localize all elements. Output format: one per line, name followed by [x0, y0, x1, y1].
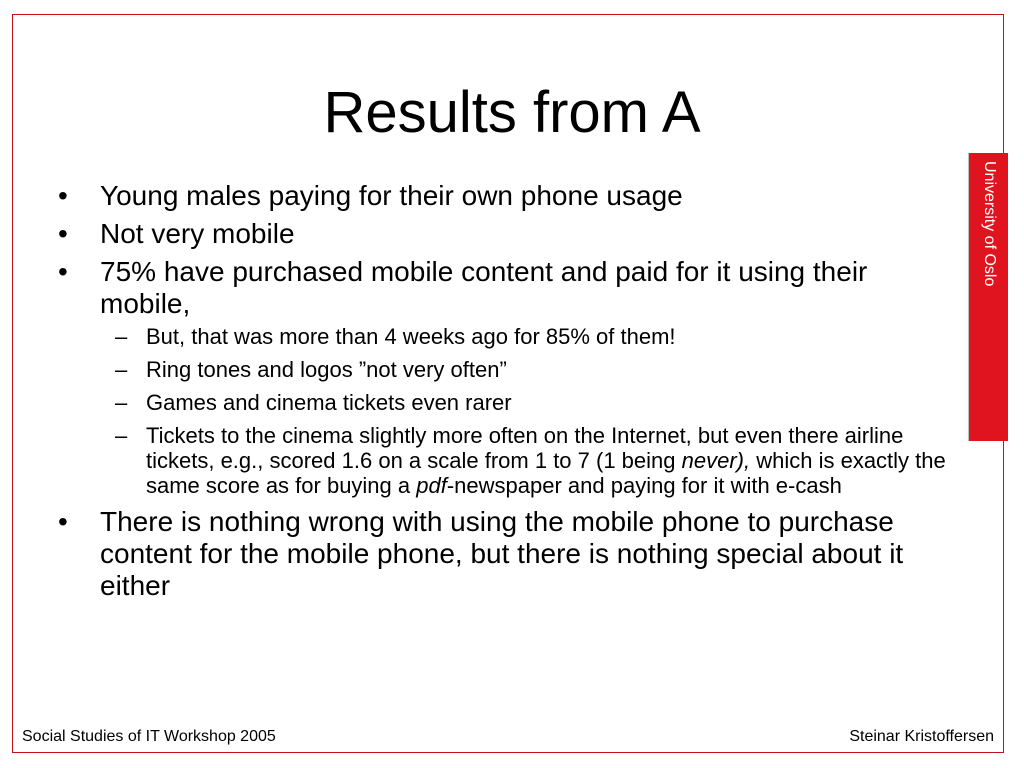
bullet-icon: • [58, 180, 68, 211]
bullet-item [58, 506, 963, 602]
dash-icon: – [115, 390, 128, 415]
sub-bullet-italic-text: pdf [416, 473, 447, 498]
sub-bullet-item [100, 423, 963, 498]
dash-icon: – [115, 324, 128, 349]
sub-bullet-item [100, 324, 963, 349]
sub-bullet-list [100, 324, 963, 498]
sub-bullet-text-part: Tickets to the cinema slightly more often on the Internet, but even there airline tickets, e.g., scored 1.6 on a scale from 1 to 7 (1 being [146, 423, 904, 473]
sub-bullet-text: But, that was more than 4 weeks ago for 85% of them! [146, 324, 676, 349]
sub-bullet-text-part: which is exactly the same score as for buying a [146, 448, 946, 498]
footer-author-name: Steinar Kristoffersen [849, 728, 994, 745]
bullet-text: Not very mobile [100, 218, 295, 249]
bullet-icon: • [58, 256, 68, 287]
bullet-icon: • [58, 218, 68, 249]
side-tab-label: University of Oslo [981, 161, 998, 287]
sub-bullet-text: Games and cinema tickets even rarer [146, 390, 512, 415]
footer-event-name: Social Studies of IT Workshop 2005 [22, 728, 276, 745]
sub-bullet-item [100, 390, 963, 415]
dash-icon: – [115, 423, 128, 448]
bullet-item [58, 180, 963, 212]
bullet-item [58, 256, 963, 498]
bullet-text: There is nothing wrong with using the mobile phone to purchase content for the mobile phone, but there is nothing special about it either [100, 506, 904, 601]
sub-bullet-item [100, 357, 963, 382]
bullet-icon: • [58, 506, 68, 537]
sub-bullet-text [146, 423, 946, 498]
sub-bullet-text: Ring tones and logos ”not very often” [146, 357, 507, 382]
bullet-text: Young males paying for their own phone usage [100, 180, 683, 211]
sub-bullet-italic-text: never), [681, 448, 751, 473]
bullet-text: 75% have purchased mobile content and paid for it using their mobile, [100, 256, 868, 319]
slide-content [58, 180, 963, 608]
slide-title: Results from A [323, 80, 701, 145]
bullet-item [58, 218, 963, 250]
bullet-list [58, 180, 963, 602]
dash-icon: – [115, 357, 128, 382]
university-side-tab [968, 153, 1008, 441]
sub-bullet-text-part: -newspaper and paying for it with e-cash [446, 473, 842, 498]
